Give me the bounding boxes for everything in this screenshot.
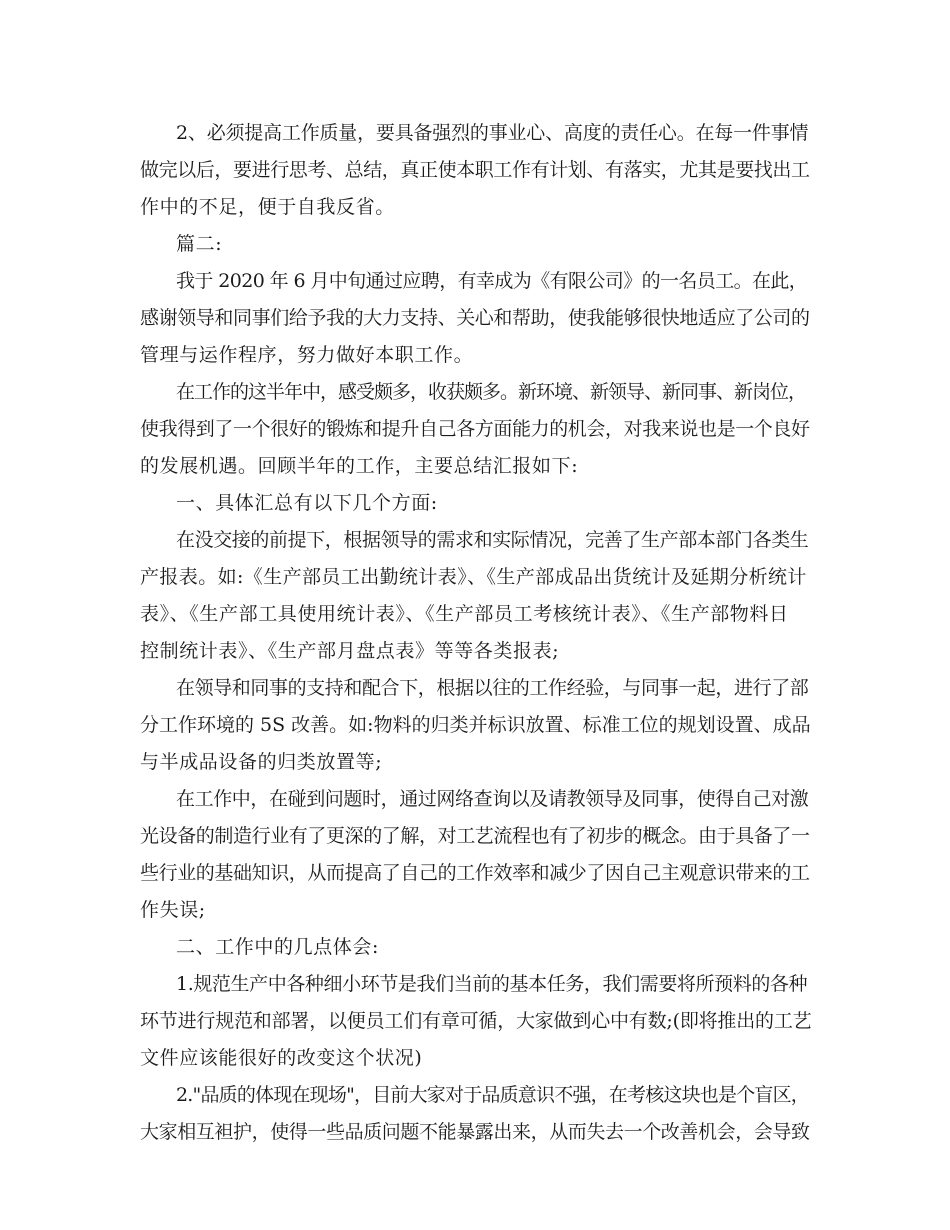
paragraph-line: 环节进行规范和部署，以便员工们有章可循，大家做到心中有数;(即将推出的工艺 [140,1010,812,1032]
paragraph-line: 文件应该能很好的改变这个状况) [140,1047,423,1069]
paragraph-line: 在领导和同事的支持和配合下，根据以往的工作经验，与同事一起，进行了部 [176,677,809,699]
section-heading: 篇二: [176,233,223,255]
section-heading: 二、工作中的几点体会: [176,936,380,958]
paragraph-line: 做完以后，要进行思考、总结，真正使本职工作有计划、有落实，尤其是要找出工 [140,159,810,181]
paragraph-line: 些行业的基础知识，从而提高了自己的工作效率和减少了因自己主观意识带来的工 [140,862,810,884]
section-heading: 一、具体汇总有以下几个方面: [176,492,438,514]
paragraph-line: 大家相互袒护，使得一些品质问题不能暴露出来，从而失去一个改善机会，会导致 [140,1121,810,1143]
paragraph-line: 表》、《生产部工具使用统计表》、《生产部员工考核统计表》、《生产部物料日 [140,603,789,625]
paragraph-line: 我于 2020 年 6 月中旬通过应聘，有幸成为《有限公司》的一名员工。在此， [176,270,808,292]
paragraph-line: 的发展机遇。回顾半年的工作，主要总结汇报如下: [140,455,579,477]
paragraph-line: 1.规范生产中各种细小环节是我们当前的基本任务，我们需要将所预料的各种 [176,973,808,995]
paragraph-line: 2."品质的体现在现场"，目前大家对于品质意识不强，在考核这块也是个盲区， [176,1084,810,1106]
paragraph-line: 光设备的制造行业有了更深的了解，对工艺流程也有了初步的概念。由于具备了一 [140,825,810,847]
paragraph-line: 感谢领导和同事们给予我的大力支持、关心和帮助，使我能够很快地适应了公司的 [140,307,810,329]
paragraph-line: 在没交接的前提下，根据领导的需求和实际情况，完善了生产部本部门各类生 [176,529,809,551]
paragraph-line: 分工作环境的 5S 改善。如:物料的归类并标识放置、标准工位的规划设置、成品 [140,714,811,736]
paragraph-line: 使我得到了一个很好的锻炼和提升自己各方面能力的机会，对我来说也是一个良好 [140,418,810,440]
paragraph-line: 在工作的这半年中，感受颇多，收获颇多。新环境、新领导、新同事、新岗位， [176,381,807,403]
paragraph-line: 与半成品设备的归类放置等; [140,751,383,773]
paragraph-line: 产报表。如:《生产部员工出勤统计表》、《生产部成品出货统计及延期分析统计 [140,566,807,588]
paragraph-line: 在工作中，在碰到问题时，通过网络查询以及请教领导及同事，使得自己对激 [176,788,809,810]
paragraph-line: 管理与运作程序，努力做好本职工作。 [140,344,474,366]
paragraph-line: 作失误; [140,899,206,921]
paragraph-line: 2、必须提高工作质量，要具备强烈的事业心、高度的责任心。在每一件事情 [176,122,809,144]
paragraph-line: 控制统计表》、《生产部月盘点表》等等各类报表; [140,640,560,662]
paragraph-line: 作中的不足，便于自我反省。 [140,196,395,218]
